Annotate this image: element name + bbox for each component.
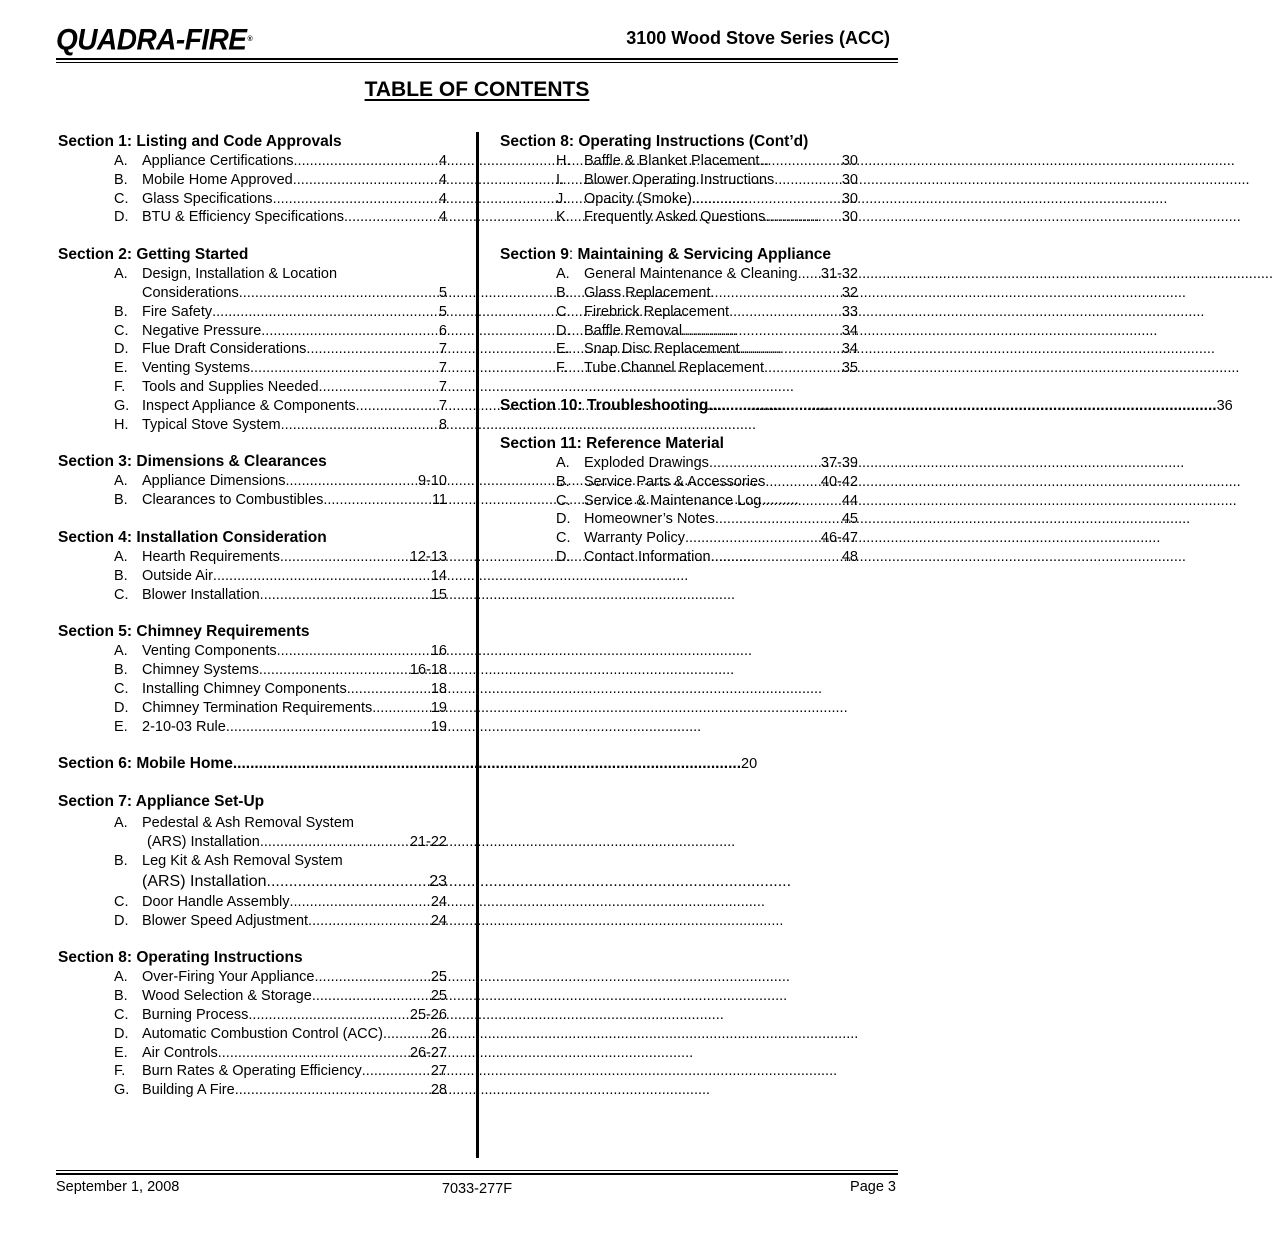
toc-entry[interactable] <box>556 303 858 322</box>
toc-entry[interactable] <box>114 340 447 359</box>
entry-page: 4 <box>438 209 447 226</box>
leader-dots <box>213 567 431 586</box>
entry-title: Exploded Drawings <box>584 454 709 471</box>
entry-title: (ARS) Installation <box>142 872 267 890</box>
entry-title: Flue Draft Considerations <box>142 341 307 358</box>
entry-title: Glass Replacement <box>584 284 711 301</box>
entry-page: 8 <box>438 416 447 433</box>
entry-letter: J. <box>556 190 568 207</box>
entry-letter: B. <box>114 852 128 869</box>
toc-entry[interactable] <box>114 303 447 322</box>
entry-letter: D. <box>556 511 571 528</box>
toc-entry[interactable] <box>556 548 858 567</box>
entry-title: Venting Systems <box>142 360 250 377</box>
leader-dots <box>682 322 842 341</box>
entry-page: 7 <box>438 360 447 377</box>
entry-title: Design, Installation & Location <box>142 266 338 283</box>
toc-entry[interactable] <box>114 814 447 833</box>
section-heading-text: Maintaining & Servicing Appliance <box>577 246 832 264</box>
toc-entry[interactable] <box>556 454 858 473</box>
entry-page: 19 <box>430 699 447 716</box>
entry-title: Tools and Supplies Needed <box>142 378 319 395</box>
leader-dots <box>323 491 432 510</box>
entry-page: 24 <box>430 893 447 910</box>
entry-page: 32 <box>841 284 858 301</box>
toc-entry[interactable] <box>114 378 447 397</box>
entry-letter: I. <box>556 171 565 188</box>
toc-entry[interactable] <box>114 491 447 510</box>
entry-page: 14 <box>430 567 447 584</box>
leader-dots <box>344 208 439 227</box>
entry-title: Opacity (Smoke) <box>584 190 692 207</box>
entry-letter: D. <box>114 209 129 226</box>
toc-entry[interactable] <box>114 718 447 737</box>
toc-entry[interactable] <box>556 208 858 227</box>
page-title: TABLE OF CONTENTS <box>364 78 590 101</box>
section-heading: Section 8: Operating Instructions <box>58 949 303 967</box>
leader-dots <box>312 987 431 1006</box>
leader-dots <box>708 396 1216 416</box>
leader-dots <box>715 510 842 529</box>
entry-page: 4 <box>438 171 447 188</box>
entry-page: 15 <box>430 586 447 603</box>
leader-dots <box>273 190 439 209</box>
section-5 <box>58 622 468 736</box>
entry-letter: H. <box>114 416 129 433</box>
section-heading-text: Section 6: Mobile Home <box>58 755 233 773</box>
entry-title: Service & Maintenance Log <box>584 492 762 509</box>
entry-page: 35 <box>841 360 858 377</box>
entry-title: Appliance Certifications <box>142 153 294 169</box>
toc-entry[interactable] <box>114 322 447 341</box>
entry-letter: E. <box>556 341 570 358</box>
leader-dots <box>212 303 439 322</box>
entry-letter: A. <box>114 548 128 565</box>
leader-dots <box>692 190 842 209</box>
toc-entry-continued[interactable] <box>114 833 447 852</box>
entry-letter: B. <box>114 492 128 509</box>
entry-title: Wood Selection & Storage <box>142 988 312 1005</box>
toc-entry[interactable] <box>114 661 447 680</box>
leader-dots <box>290 893 431 912</box>
entry-page: 19 <box>430 718 447 735</box>
entry-page: 6 <box>438 322 447 339</box>
section-11 <box>500 434 900 567</box>
toc-entry[interactable] <box>114 548 447 567</box>
section-heading-text: Section 10: Troubleshooting <box>500 396 709 414</box>
toc-entry[interactable] <box>114 208 447 227</box>
entry-letter: A. <box>556 454 570 471</box>
entry-letter: C. <box>114 322 129 339</box>
entry-page: 27 <box>430 1063 447 1080</box>
entry-page: 16-18 <box>409 662 447 679</box>
leader-dots <box>319 378 439 397</box>
toc-entry[interactable] <box>114 912 447 931</box>
leader-dots <box>218 1044 410 1063</box>
entry-page: 33 <box>841 303 858 320</box>
toc-entry[interactable] <box>114 968 447 987</box>
entry-page: 44 <box>841 492 858 509</box>
leader-dots <box>759 152 841 171</box>
toc-entry[interactable] <box>556 492 858 511</box>
entry-title: Mobile Home Approved <box>142 171 293 188</box>
entry-title: Building A Fire <box>142 1082 235 1099</box>
entry-letter: B. <box>556 473 570 490</box>
entry-page: 7 <box>438 378 447 395</box>
toc-entry[interactable] <box>556 510 858 529</box>
entry-title: Hearth Requirements <box>142 548 280 565</box>
entry-letter: F. <box>114 378 126 395</box>
entry-title: Homeowner’s Notes <box>584 511 715 528</box>
entry-page: 30 <box>841 190 858 207</box>
leader-dots <box>765 473 821 492</box>
section-3 <box>58 452 468 510</box>
entry-page: 30 <box>841 171 858 188</box>
entry-page: 26-27 <box>409 1044 447 1061</box>
leader-dots <box>798 265 821 284</box>
section-heading: Section 3: Dimensions & Clearances <box>58 453 327 471</box>
entry-title: Burn Rates & Operating Efficiency <box>142 1063 362 1080</box>
entry-title: Appliance Dimensions <box>142 473 286 490</box>
entry-title: Negative Pressure <box>142 322 262 339</box>
header-rule <box>56 58 898 60</box>
entry-page: 30 <box>841 153 858 169</box>
entry-page: 7 <box>438 397 447 414</box>
entry-title: Snap Disc Replacement <box>584 341 740 358</box>
entry-letter: D. <box>556 322 571 339</box>
entry-title: Automatic Combustion Control (ACC) <box>142 1025 383 1042</box>
entry-letter: E. <box>114 718 128 735</box>
entry-letter: C. <box>114 190 129 207</box>
leader-dots <box>356 397 439 416</box>
entry-page: 20 <box>741 756 758 773</box>
leader-dots <box>233 754 741 774</box>
entry-letter: A. <box>114 815 128 832</box>
leader-dots <box>372 699 431 718</box>
toc-entry[interactable] <box>114 416 447 435</box>
entry-title: Frequently Asked Questions <box>584 209 766 226</box>
toc-entry[interactable] <box>556 284 858 303</box>
toc-entry[interactable] <box>114 1044 447 1063</box>
leader-dots <box>294 152 439 171</box>
entry-page: 11 <box>431 492 447 509</box>
entry-page: 40-42 <box>820 473 858 490</box>
toc-entry[interactable] <box>556 340 858 359</box>
toc-entry[interactable] <box>114 642 447 661</box>
entry-page: 34 <box>841 341 858 358</box>
entry-page: 24 <box>430 912 447 929</box>
section-heading: Section 11: Reference Material <box>500 434 724 452</box>
entry-title: 2-10-03 Rule <box>142 718 226 735</box>
entry-page: 4 <box>438 153 447 169</box>
section-heading: Section 7: Appliance Set-Up <box>58 793 265 811</box>
entry-title: Firebrick Replacement <box>584 303 730 320</box>
section-heading: Section 1: Listing and Code Approvals <box>58 133 342 150</box>
series-title: 3100 Wood Stove Series (ACC) <box>626 28 890 48</box>
section-8 <box>58 948 468 1100</box>
toc-entry[interactable] <box>114 397 447 416</box>
leader-dots <box>729 303 842 322</box>
entry-title: Chimney Termination Requirements <box>142 699 373 716</box>
leader-dots <box>308 912 431 931</box>
leader-dots <box>285 472 418 491</box>
leader-dots <box>711 548 842 567</box>
entry-letter: K. <box>556 209 570 226</box>
entry-page: 25-26 <box>409 1006 447 1023</box>
entry-page: 9-10 <box>417 473 447 490</box>
entry-letter: F. <box>114 1063 126 1080</box>
entry-letter: C. <box>114 1006 129 1023</box>
entry-title: Blower Installation <box>142 586 260 603</box>
toc-entry[interactable] <box>114 1025 447 1044</box>
leader-dots <box>277 642 431 661</box>
toc-entry[interactable] <box>114 987 447 1006</box>
leader-dots <box>740 340 842 359</box>
toc-entry[interactable] <box>556 359 858 378</box>
entry-title: Baffle & Blanket Placement <box>584 153 760 169</box>
leader-dots <box>774 171 842 190</box>
section-9 <box>500 245 900 378</box>
entry-letter: A. <box>114 969 128 986</box>
entry-letter: E. <box>114 1044 128 1061</box>
logo-text: QUADRA-FIRE <box>56 23 247 56</box>
entry-title: Baffle Removal <box>584 322 683 339</box>
toc-entry[interactable] <box>114 852 447 871</box>
entry-letter: G. <box>114 397 130 414</box>
entry-page: 48 <box>841 548 858 565</box>
toc-right-column <box>500 132 1233 585</box>
registered-mark: ® <box>247 35 253 44</box>
entry-letter: A. <box>114 643 128 660</box>
leader-dots <box>261 322 439 341</box>
entry-title: General Maintenance & Cleaning <box>584 266 798 283</box>
section-8-continued <box>500 132 900 227</box>
toc-entry[interactable] <box>114 265 447 284</box>
entry-title: Burning Process <box>142 1006 249 1023</box>
entry-title: Blower Speed Adjustment <box>142 912 309 929</box>
entry-title: Typical Stove System <box>142 416 281 433</box>
entry-title: BTU & Efficiency Specifications <box>142 209 345 226</box>
entry-page: 25 <box>430 969 447 986</box>
entry-page: 26 <box>430 1025 447 1042</box>
entry-page: 5 <box>438 284 447 301</box>
section-2 <box>58 245 468 434</box>
leader-dots <box>383 1025 431 1044</box>
toc-entry[interactable] <box>556 265 858 284</box>
entry-letter: C. <box>114 586 129 603</box>
section-6[interactable] <box>58 754 758 774</box>
entry-letter: B. <box>114 171 128 188</box>
section-1 <box>58 132 468 227</box>
leader-dots <box>711 284 842 303</box>
entry-letter: D. <box>114 699 129 716</box>
entry-page: 34 <box>841 322 858 339</box>
toc-entry[interactable] <box>114 699 447 718</box>
entry-title: Glass Specifications <box>142 190 273 207</box>
entry-page: 36 <box>1216 397 1233 414</box>
entry-letter: B. <box>114 988 128 1005</box>
leader-dots <box>315 968 431 987</box>
leader-dots <box>685 529 821 548</box>
entry-letter: A. <box>114 266 128 283</box>
quadra-fire-logo <box>56 23 252 57</box>
toc-entry[interactable] <box>114 680 447 699</box>
entry-page: 23 <box>429 872 447 890</box>
section-heading-label: Section 9 <box>500 246 569 264</box>
entry-title: Service Parts & Accessories <box>584 473 766 490</box>
toc-entry[interactable] <box>556 152 858 171</box>
leader-dots <box>761 492 842 511</box>
entry-title: Tube Channel Replacement <box>584 360 765 377</box>
entry-page: 31-32 <box>820 266 858 283</box>
section-heading: Section 2: Getting Started <box>58 246 249 264</box>
toc-entry[interactable] <box>114 472 447 491</box>
toc-entry[interactable] <box>114 586 447 605</box>
toc-entry[interactable] <box>114 893 447 912</box>
entry-title: Installing Chimney Components <box>142 680 347 697</box>
toc-entry[interactable] <box>114 171 447 190</box>
entry-title: Door Handle Assembly <box>142 893 290 910</box>
leader-dots <box>281 416 439 435</box>
entry-title: Leg Kit & Ash Removal System <box>142 852 343 869</box>
entry-page: 25 <box>430 988 447 1005</box>
toc-entry[interactable] <box>114 567 447 586</box>
entry-letter: G. <box>114 1082 130 1099</box>
toc-entry[interactable] <box>114 1081 447 1100</box>
entry-title: Pedestal & Ash Removal System <box>142 815 354 832</box>
entry-page: 28 <box>430 1082 447 1099</box>
leader-dots <box>248 1006 410 1025</box>
entry-letter: D. <box>556 548 571 565</box>
section-heading: Section 5: Chimney Requirements <box>58 623 310 641</box>
entry-page: 37-39 <box>820 454 858 471</box>
section-heading[interactable] <box>500 396 1233 416</box>
leader-dots <box>765 208 842 227</box>
section-heading-colon: : <box>568 246 578 264</box>
entry-title: Considerations <box>142 284 239 301</box>
entry-letter: A. <box>556 266 570 283</box>
leader-dots <box>267 871 430 893</box>
toc-entry[interactable] <box>556 529 858 548</box>
entry-letter: C. <box>556 303 571 320</box>
toc-entry[interactable] <box>114 359 447 378</box>
entry-letter: F. <box>556 360 568 377</box>
leader-dots <box>347 680 431 699</box>
leader-dots <box>280 548 410 567</box>
entry-page: 46-47 <box>820 530 858 547</box>
entry-title: Chimney Systems <box>142 662 259 679</box>
entry-page: 45 <box>841 511 858 528</box>
footer-page-number: Page 3 <box>850 1179 896 1195</box>
section-heading[interactable] <box>58 754 758 774</box>
entry-letter: C. <box>114 680 129 697</box>
entry-letter: E. <box>114 360 128 377</box>
entry-title: Air Controls <box>142 1044 218 1061</box>
leader-dots <box>239 284 439 303</box>
entry-page: 12-13 <box>409 548 447 565</box>
entry-letter: B. <box>114 662 128 679</box>
footer-rule <box>56 1173 898 1175</box>
entry-title: Venting Components <box>142 643 277 660</box>
entry-title: Outside Air <box>142 567 213 584</box>
header-rule-thin <box>56 62 898 63</box>
section-heading <box>500 245 900 265</box>
entry-letter: B. <box>114 303 128 320</box>
entry-page: 7 <box>438 341 447 358</box>
entry-letter: C. <box>556 530 571 547</box>
footer-date: September 1, 2008 <box>56 1179 180 1195</box>
entry-letter: D. <box>114 341 129 358</box>
entry-letter: H. <box>556 153 571 169</box>
section-heading: Section 8: Operating Instructions (Cont’d) <box>500 133 809 150</box>
entry-title: Inspect Appliance & Components <box>142 397 356 414</box>
leader-dots <box>709 454 821 473</box>
section-4 <box>58 528 468 604</box>
entry-letter: A. <box>114 473 128 490</box>
section-heading: Section 4: Installation Consideration <box>58 528 327 546</box>
toc-entry[interactable] <box>556 473 858 492</box>
leader-dots <box>260 586 431 605</box>
entry-letter: C. <box>556 492 571 509</box>
leader-dots <box>226 718 431 737</box>
entry-page: 30 <box>841 209 858 226</box>
section-7 <box>58 792 468 930</box>
entry-page: 18 <box>430 680 447 697</box>
entry-title: Blower Operating Instructions <box>584 171 775 188</box>
toc-entry-continued[interactable] <box>114 284 447 303</box>
entry-letter: D. <box>114 912 129 929</box>
toc-entry[interactable] <box>114 1006 447 1025</box>
entry-title: Fire Safety <box>142 303 213 320</box>
toc-entry[interactable] <box>114 190 447 209</box>
entry-page: 16 <box>430 643 447 660</box>
entry-title: Over-Firing Your Appliance <box>142 969 315 986</box>
entry-letter: B. <box>556 284 570 301</box>
toc-entry[interactable] <box>114 152 447 171</box>
entry-title: Clearances to Combustibles <box>142 492 324 509</box>
entry-letter: B. <box>114 567 128 584</box>
leader-dots <box>260 833 410 852</box>
entry-letter: A. <box>114 153 128 169</box>
leader-dots <box>293 171 439 190</box>
entry-page: 4 <box>438 190 447 207</box>
entry-letter: D. <box>114 1025 129 1042</box>
entry-page: 5 <box>438 303 447 320</box>
entry-title: Contact Information <box>584 548 711 565</box>
toc-entry[interactable] <box>114 1062 447 1081</box>
entry-title: (ARS) Installation <box>147 834 260 851</box>
leader-dots <box>764 359 842 378</box>
entry-title: Warranty Policy <box>584 530 685 547</box>
leader-dots <box>235 1081 431 1100</box>
entry-page: 21-22 <box>409 834 447 851</box>
toc-entry-continued[interactable] <box>114 871 447 893</box>
footer-rule-thin <box>56 1170 898 1171</box>
toc-entry[interactable] <box>556 171 858 190</box>
leader-dots <box>250 359 439 378</box>
entry-letter: C. <box>114 893 129 910</box>
footer-doc-number: 7033-277F <box>441 1181 513 1197</box>
section-10[interactable] <box>500 396 1233 416</box>
leader-dots <box>259 661 410 680</box>
leader-dots <box>306 340 439 359</box>
toc-entry[interactable] <box>556 322 858 341</box>
toc-entry[interactable] <box>556 190 858 209</box>
leader-dots <box>362 1062 431 1081</box>
